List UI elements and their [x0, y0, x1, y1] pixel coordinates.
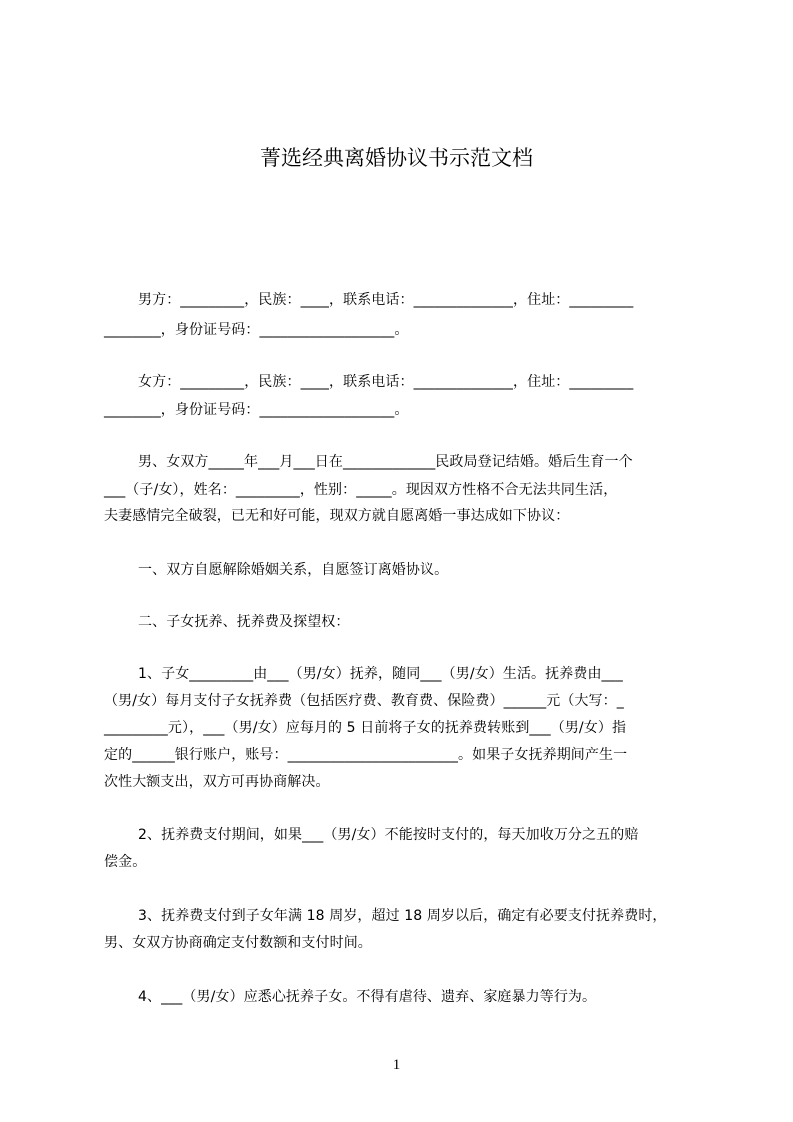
paragraph-line: 次性大额支出，双方可再协商解决。 — [104, 774, 330, 790]
paragraph-line: 3、抚养费支付到子女年满 18 周岁，超过 18 周岁以后，确定有必要支付抚养费时， — [138, 908, 667, 924]
page-number: 1 — [392, 1057, 401, 1073]
paragraph-line: _________元），___（男/女）应每月的 5 日前将子女的抚养费转账到___（男/女）指 — [104, 720, 627, 736]
paragraph-line: 一、双方自愿解除婚姻关系，自愿签订离婚协议。 — [138, 562, 449, 578]
paragraph-line: 二、子女抚养、抚养费及探望权： — [138, 614, 350, 630]
paragraph-line: 偿金。 — [104, 854, 147, 870]
paragraph-line: 男、女双方_____年___月___日在_____________民政局登记结婚。婚后生育一个 — [138, 454, 633, 470]
paragraph-line: ________，身份证号码：___________________。 — [104, 402, 409, 418]
paragraph-line: 夫妻感情完全破裂，已无和好可能，现双方就自愿离婚一事达成如下协议： — [104, 508, 570, 524]
paragraph-line: 女方：_________，民族：____，联系电话：______________，住址：_________ — [138, 374, 634, 390]
paragraph-line: 4、___（男/女）应悉心抚养子女。不得有虐待、遗弃、家庭暴力等行为。 — [138, 989, 597, 1005]
paragraph-line: （男/女）每月支付子女抚养费（包括医疗费、教育费、保险费）______元（大写：_ — [104, 693, 624, 709]
paragraph-line: 男、女双方协商确定支付数额和支付时间。 — [104, 935, 372, 951]
paragraph-line: 1、子女_________由___（男/女）抚养，随同___（男/女）生活。抚养费由___ — [138, 666, 623, 682]
paragraph-line: 定的______银行账户，账号：________________________。如果子女抚养期间产生一 — [104, 747, 628, 763]
paragraph-line: ___（子/女），姓名：_________，性别：_____。现因双方性格不合无法共同生活， — [104, 482, 618, 498]
paragraph-line: 2、抚养费支付期间，如果___（男/女）不能按时支付的，每天加收万分之五的赔 — [138, 827, 639, 843]
document-title: 菁选经典离婚协议书示范文档 — [260, 146, 533, 170]
paragraph-line: 男方：_________，民族：____，联系电话：______________，住址：_________ — [138, 292, 634, 308]
paragraph-line: ________，身份证号码：___________________。 — [104, 322, 409, 338]
